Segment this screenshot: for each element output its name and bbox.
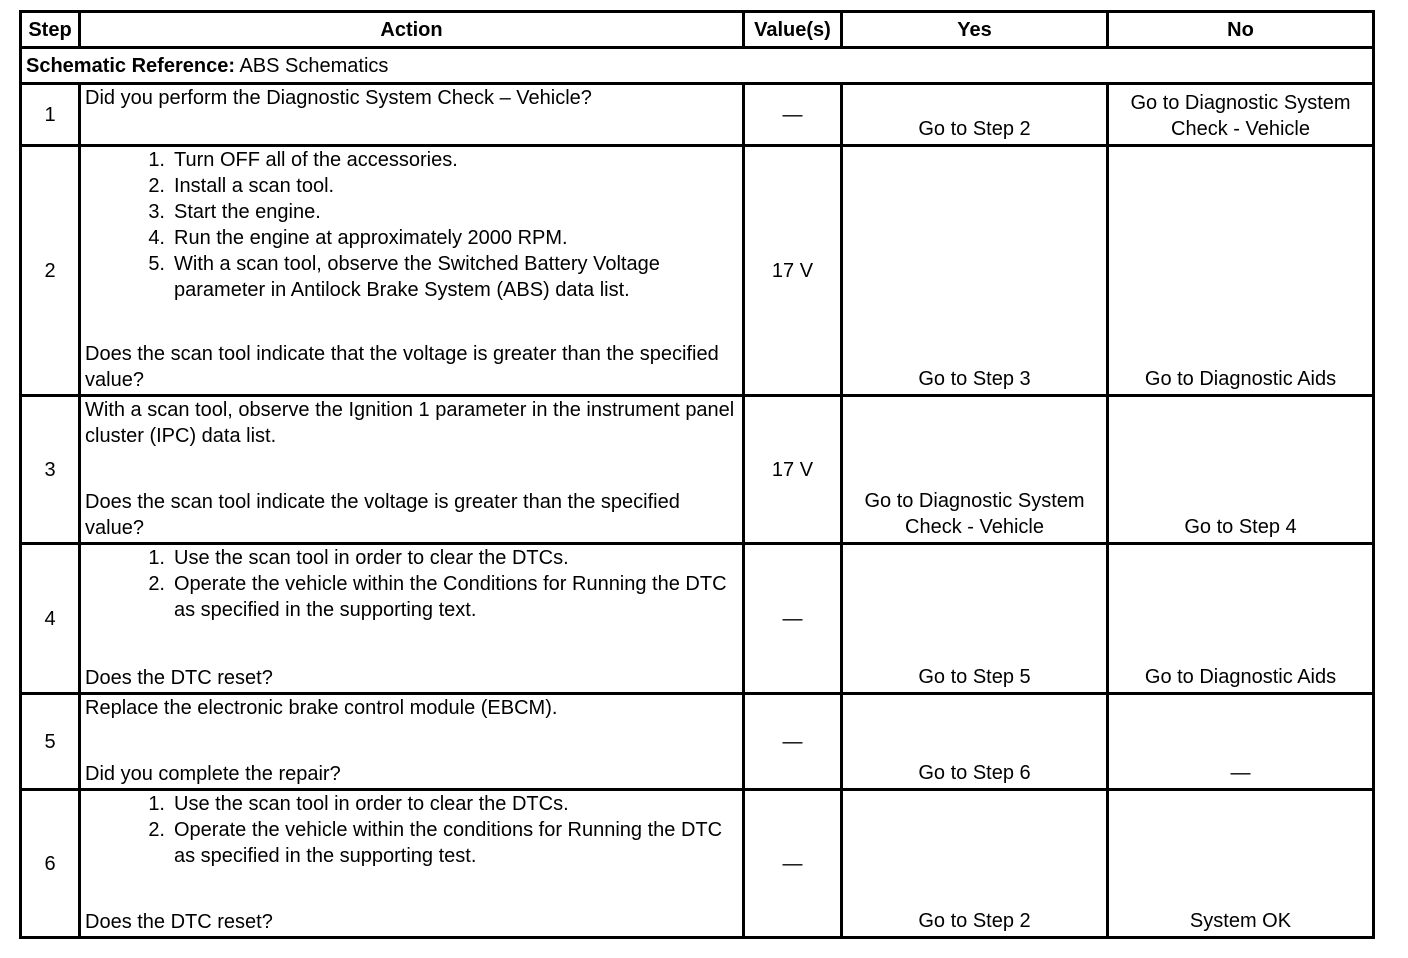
value-cell: — bbox=[744, 694, 842, 790]
no-cell[interactable]: Go to Diagnostic System Check - Vehicle bbox=[1108, 84, 1374, 146]
schematic-label: Schematic Reference: bbox=[26, 54, 235, 77]
schematic-reference-row bbox=[21, 48, 1374, 84]
yes-cell[interactable]: Go to Step 3 bbox=[842, 146, 1108, 396]
header-no: No bbox=[1108, 12, 1374, 48]
yes-cell[interactable]: Go to Diagnostic System Check - Vehicle bbox=[842, 396, 1108, 544]
list-item-text: Install a scan tool. bbox=[174, 175, 335, 197]
list-item-text: With a scan tool, observe the Switched Battery Voltage parameter in Antilock Brake System (ABS) data list. bbox=[174, 253, 660, 301]
no-cell: — bbox=[1108, 694, 1374, 790]
action-question: Does the scan tool indicate the voltage is greater than the specified value? bbox=[85, 491, 680, 539]
list-item-number: 1. bbox=[148, 547, 165, 569]
table-row bbox=[21, 694, 1374, 790]
value-cell: — bbox=[744, 84, 842, 146]
value-cell: — bbox=[744, 790, 842, 938]
list-item bbox=[148, 251, 738, 303]
list-item-text: Start the engine. bbox=[174, 201, 321, 223]
list-item-text: Operate the vehicle within the Conditions for Running the DTC as specified in the supporting text. bbox=[174, 573, 727, 621]
action-steps-list bbox=[85, 147, 738, 303]
header-step: Step bbox=[21, 12, 80, 48]
header-action: Action bbox=[80, 12, 744, 48]
step-number: 3 bbox=[21, 396, 80, 544]
table-row bbox=[21, 84, 1374, 146]
list-item-number: 2. bbox=[148, 175, 165, 197]
action-cell bbox=[80, 790, 744, 938]
no-cell[interactable]: Go to Diagnostic Aids bbox=[1108, 544, 1374, 694]
table-row bbox=[21, 790, 1374, 938]
table-row bbox=[21, 396, 1374, 544]
no-cell[interactable]: System OK bbox=[1108, 790, 1374, 938]
list-item-text: Use the scan tool in order to clear the DTCs. bbox=[174, 793, 569, 815]
list-item-number: 2. bbox=[148, 573, 165, 595]
value-cell: 17 V bbox=[744, 396, 842, 544]
table-row bbox=[21, 544, 1374, 694]
step-number: 6 bbox=[21, 790, 80, 938]
list-item-number: 3. bbox=[148, 201, 165, 223]
action-intro: Did you perform the Diagnostic System Check – Vehicle? bbox=[85, 87, 592, 109]
list-item bbox=[148, 147, 738, 173]
action-cell bbox=[80, 396, 744, 544]
list-item bbox=[148, 225, 738, 251]
list-item-number: 1. bbox=[148, 149, 165, 171]
no-cell[interactable]: Go to Diagnostic Aids bbox=[1108, 146, 1374, 396]
no-cell[interactable]: Go to Step 4 bbox=[1108, 396, 1374, 544]
step-number: 2 bbox=[21, 146, 80, 396]
header-row bbox=[21, 12, 1374, 48]
action-question: Does the scan tool indicate that the voltage is greater than the specified value? bbox=[85, 343, 719, 391]
value-cell: 17 V bbox=[744, 146, 842, 396]
action-intro: With a scan tool, observe the Ignition 1 parameter in the instrument panel cluster (IPC) data list. bbox=[85, 399, 735, 447]
table-row bbox=[21, 146, 1374, 396]
list-item bbox=[148, 571, 738, 623]
action-cell bbox=[80, 146, 744, 396]
diagnostic-table bbox=[19, 10, 1375, 939]
list-item-number: 5. bbox=[148, 253, 165, 275]
step-number: 4 bbox=[21, 544, 80, 694]
step-number: 1 bbox=[21, 84, 80, 146]
yes-cell[interactable]: Go to Step 6 bbox=[842, 694, 1108, 790]
yes-cell[interactable]: Go to Step 5 bbox=[842, 544, 1108, 694]
list-item bbox=[148, 199, 738, 225]
list-item bbox=[148, 791, 738, 817]
action-question: Does the DTC reset? bbox=[85, 667, 273, 689]
action-cell bbox=[80, 84, 744, 146]
header-yes: Yes bbox=[842, 12, 1108, 48]
action-cell bbox=[80, 544, 744, 694]
action-question: Does the DTC reset? bbox=[85, 911, 273, 933]
action-intro: Replace the electronic brake control module (EBCM). bbox=[85, 697, 558, 719]
list-item bbox=[148, 545, 738, 571]
yes-cell[interactable]: Go to Step 2 bbox=[842, 790, 1108, 938]
list-item-text: Turn OFF all of the accessories. bbox=[174, 149, 458, 171]
step-number: 5 bbox=[21, 694, 80, 790]
header-values: Value(s) bbox=[744, 12, 842, 48]
action-question: Did you complete the repair? bbox=[85, 763, 341, 785]
schematic-link[interactable]: ABS Schematics bbox=[239, 54, 389, 77]
action-steps-list bbox=[85, 791, 738, 869]
action-cell bbox=[80, 694, 744, 790]
list-item-text: Operate the vehicle within the conditions for Running the DTC as specified in the supporting test. bbox=[174, 819, 723, 867]
list-item-text: Run the engine at approximately 2000 RPM. bbox=[174, 227, 568, 249]
list-item bbox=[148, 817, 738, 869]
list-item-text: Use the scan tool in order to clear the DTCs. bbox=[174, 547, 569, 569]
list-item bbox=[148, 173, 738, 199]
list-item-number: 1. bbox=[148, 793, 165, 815]
action-steps-list bbox=[85, 545, 738, 623]
list-item-number: 4. bbox=[148, 227, 165, 249]
value-cell: — bbox=[744, 544, 842, 694]
list-item-number: 2. bbox=[148, 819, 165, 841]
yes-cell[interactable]: Go to Step 2 bbox=[842, 84, 1108, 146]
